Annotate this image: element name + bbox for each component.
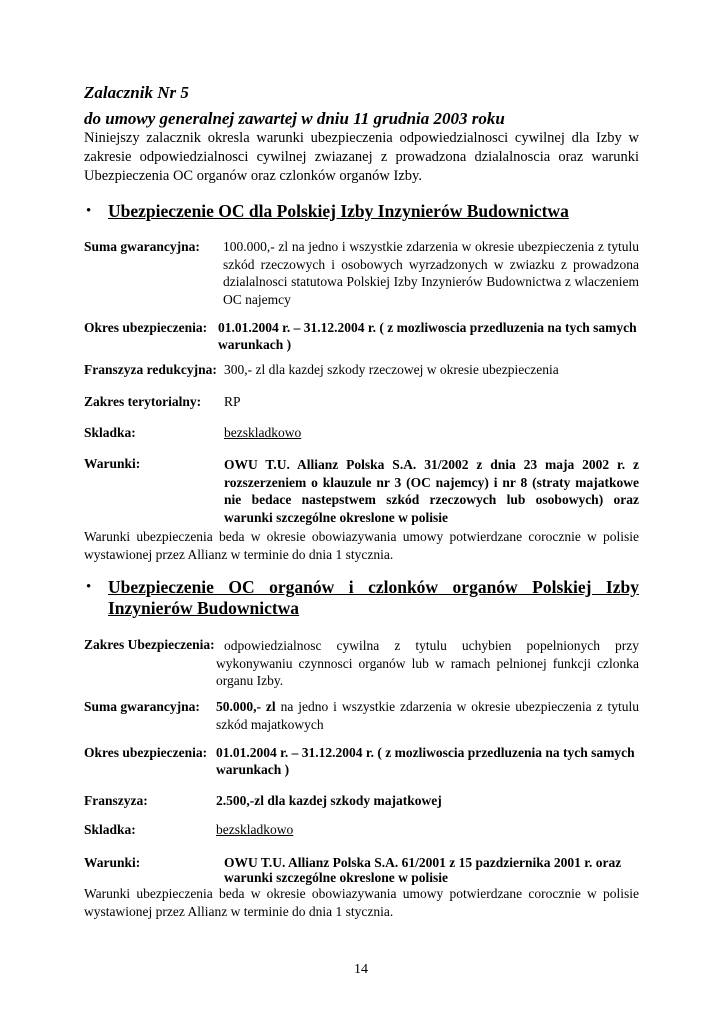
s2-zakres-label: Zakres Ubezpieczenia: (84, 637, 215, 652)
section2-heading-line-2: Inzynierów Budownictwa (108, 598, 300, 618)
s2-suma-label: Suma gwarancyjna: (84, 699, 200, 714)
s1-zakres-label: Zakres terytorialny: (84, 394, 202, 409)
s2-zakres-text: odpowiedzialnosc cywilna z tytulu uchybien popelnionych przy wykonywaniu czynnosci organów lub w ramach pelnionej funkcji czlonka organu Izby. (216, 638, 639, 688)
s2-okres-label: Okres ubezpieczenia: (84, 745, 208, 760)
s2-suma-block (216, 698, 639, 733)
s2-warunki-text-1: OWU T.U. Allianz Polska S.A. 61/2001 z 15 pazdziernika 2001 r. oraz (224, 855, 622, 870)
page-subtitle: do umowy generalnej zawartej w dniu 11 grudnia 2003 roku (84, 109, 505, 128)
s2-warunki-text-2: warunki szczególne okreslone w polisie (224, 870, 448, 885)
s2-skladka-text: bezskladkowo (216, 822, 294, 837)
page-number: 14 (354, 962, 368, 977)
intro-paragraph: Niniejszy zalacznik okresla warunki ubezpieczenia odpowiedzialnosci cywilnej dla Izby w zakresie odpowiedzialnosci cywilnej zwiazanej z prowadzona dzialalnoscia oraz warunki Ubezpieczenia OC organów oraz czlonków organów Izby. (84, 130, 639, 184)
s1-zakres-text: RP (224, 394, 241, 409)
s2-suma-value: 50.000,- zl (216, 699, 276, 714)
s2-franszyza-text: 2.500,-zl dla kazdej szkody majatkowej (216, 793, 442, 808)
s2-okres-text-1: 01.01.2004 r. – 31.12.2004 r. ( z mozliwoscia przedluzenia na tych samych (216, 745, 635, 760)
s1-skladka-label: Skladka: (84, 425, 136, 440)
s2-okres-text-2: warunkach ) (216, 762, 290, 777)
s1-note: Warunki ubezpieczenia beda w okresie obowiazywania umowy potwierdzane corocznie w polisie wystawionej przez Allianz w terminie do dnia 1 stycznia. (84, 529, 639, 562)
s2-skladka-label: Skladka: (84, 822, 136, 837)
s2-warunki-label: Warunki: (84, 855, 141, 870)
s2-franszyza-label: Franszyza: (84, 793, 148, 808)
s1-okres-text-2: warunkach ) (218, 337, 292, 352)
section1-heading: Ubezpieczenie OC dla Polskiej Izby Inzynierów Budownictwa (108, 201, 569, 221)
bullet-2: • (86, 579, 92, 595)
s1-okres-label: Okres ubezpieczenia: (84, 320, 208, 335)
s2-suma-text: na jedno i wszystkie zdarzenia w okresie ubezpieczenia z tytulu szkód majatkowych (216, 699, 639, 732)
s1-skladka-text: bezskladkowo (224, 425, 302, 440)
s1-suma-label: Suma gwarancyjna: (84, 239, 200, 254)
page-title: Zalacznik Nr 5 (84, 83, 189, 102)
section2-heading-line-1: Ubezpieczenie OC organów i czlonków organów Polskiej Izby (108, 577, 639, 597)
bullet-1: • (86, 203, 92, 219)
s2-note: Warunki ubezpieczenia beda w okresie obowiazywania umowy potwierdzane corocznie w polisie wystawionej przez Allianz w terminie do dnia 1 stycznia. (84, 886, 639, 919)
s1-franszyza-text: 300,- zl dla kazdej szkody rzeczowej w okresie ubezpieczenia (224, 362, 559, 377)
s1-warunki-text: OWU T.U. Allianz Polska S.A. 31/2002 z dnia 23 maja 2002 r. z rozszerzeniem o klauzule nr 3 (OC najemcy) i nr 8 (straty majatkowe nie bedace nastepstwem szkód rzeczowych lub osobowych) oraz warunki szczególne okreslone w polisie (224, 457, 639, 525)
s1-suma-text: 100.000,- zl na jedno i wszystkie zdarzenia w okresie ubezpieczenia z tytulu szkód rzeczowych i osobowych wyrzadzonych w zwiazku z prowadzona dzialalnosci statutowa Polskiej Izby Inzynierów Budownictwa z wlaczeniem OC najemcy (223, 239, 639, 307)
s1-okres-text-1: 01.01.2004 r. – 31.12.2004 r. ( z mozliwoscia przedluzenia na tych samych (218, 320, 637, 335)
s1-franszyza-label: Franszyza redukcyjna: (84, 362, 217, 377)
s1-warunki-label: Warunki: (84, 456, 141, 471)
